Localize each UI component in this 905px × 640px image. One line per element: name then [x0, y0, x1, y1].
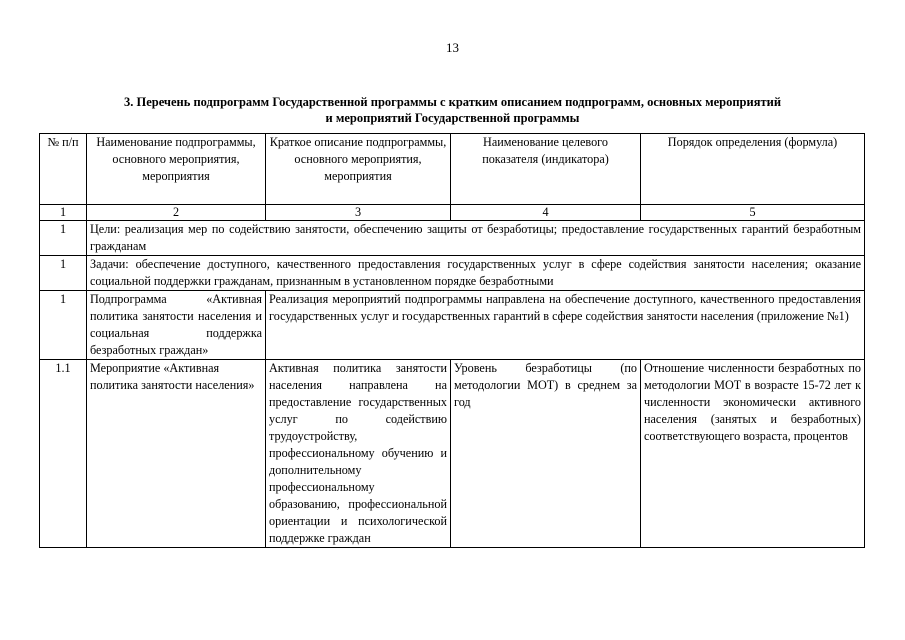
- header-row: [40, 134, 865, 205]
- title-line-2: и мероприятий Государственной программы: [325, 111, 580, 125]
- column-number: 2: [87, 205, 266, 221]
- subprogram-row: [40, 291, 865, 360]
- header-description: Краткое описание подпрограммы, основного мероприятия, мероприятия: [266, 134, 451, 205]
- tasks-number: 1: [40, 256, 87, 291]
- measure-indicator: Уровень безработицы (по методологии МОТ) в среднем за год: [451, 360, 641, 548]
- goals-row: [40, 221, 865, 256]
- tasks-row: [40, 256, 865, 291]
- column-number: 1: [40, 205, 87, 221]
- subprograms-table: [39, 133, 865, 548]
- section-title: [40, 94, 865, 126]
- column-number: 5: [641, 205, 865, 221]
- header-name: Наименование подпрограммы, основного мероприятия, мероприятия: [87, 134, 266, 205]
- title-line-1: 3. Перечень подпрограмм Государственной программы с кратким описанием подпрограмм, основных мероприятий: [123, 95, 782, 109]
- header-indicator: Наименование целевого показателя (индикатора): [451, 134, 641, 205]
- tasks-text: Задачи: обеспечение доступного, качественного предоставления государственных услуг в сфере содействия занятости населения; оказание социальной поддержки гражданам, признанным в установленном порядке безработными: [87, 256, 865, 291]
- measure-row: [40, 360, 865, 548]
- header-formula: Порядок определения (формула): [641, 134, 865, 205]
- header-number: № п/п: [40, 134, 87, 205]
- measure-number: 1.1: [40, 360, 87, 548]
- measure-name: Мероприятие «Активная политика занятости населения»: [87, 360, 266, 548]
- subprogram-name: Подпрограмма «Активная политика занятости населения и социальная поддержка безработных граждан»: [87, 291, 266, 360]
- column-number: 3: [266, 205, 451, 221]
- goals-text: Цели: реализация мер по содействию занятости, обеспечению защиты от безработицы; предоставление государственных гарантий безработным гражданам: [87, 221, 865, 256]
- column-number: 4: [451, 205, 641, 221]
- subprogram-number: 1: [40, 291, 87, 360]
- subprogram-description: Реализация мероприятий подпрограммы направлена на обеспечение доступного, качественного предоставления государственных услуг и государственных гарантий в сфере содействия занятости населения (приложение №1): [266, 291, 865, 360]
- column-number-row: [40, 205, 865, 221]
- goals-number: 1: [40, 221, 87, 256]
- measure-formula: Отношение численности безработных по методологии МОТ в возрасте 15-72 лет к численности экономически активного населения (занятых и безработных) соответствующего возраста, процентов: [641, 360, 865, 548]
- page-number: 13: [446, 40, 459, 55]
- measure-description: Активная политика занятости населения направлена на предоставление государственных услуг по содействию трудоустройству, профессиональному обучению и дополнительному профессиональному образованию, профессиональной ориентации и психологической поддержке граждан: [266, 360, 451, 548]
